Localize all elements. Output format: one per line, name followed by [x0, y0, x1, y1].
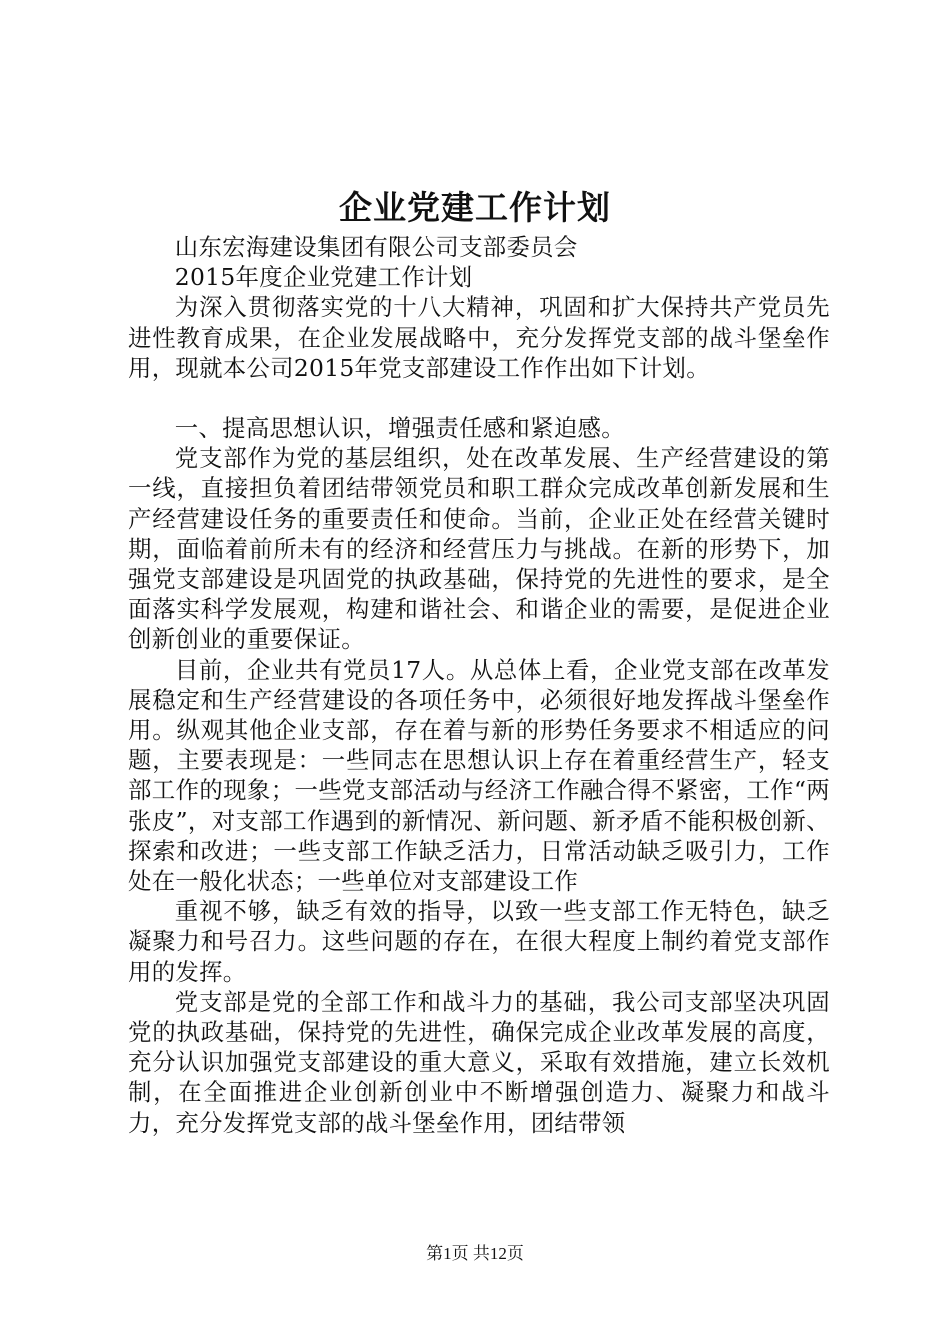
paragraph-3: 目前，企业共有党员17人。从总体上看，企业党支部在改革发展稳定和生产经营建设的各项任务中，必须很好地发挥战斗堡垒作用。纵观其他企业支部，存在着与新的形势任务要求不相适应的问题，主要表现是：一些同志在思想认识上存在着重经营生产，轻支部工作的现象；一些党支部活动与经济工作融合得不紧密，工作“两张皮”，对支部工作遇到的新情况、新问题、新矛盾不能积极创新、探索和改进；一些支部工作缺乏活力，日常活动缺乏吸引力，工作处在一般化状态；一些单位对支部建设工作: [128, 655, 830, 896]
paragraph-intro: 为深入贯彻落实党的十八大精神，巩固和扩大保持共产党员先进性教育成果，在企业发展战略中，充分发挥党支部的战斗堡垒作用，现就本公司2015年党支部建设工作作出如下计划。: [128, 293, 830, 382]
section-heading-1: 一、提高思想认识，增强责任感和紧迫感。: [174, 414, 625, 443]
page-footer: 第1页 共12页: [426, 1244, 524, 1263]
paragraph-2: 党支部作为党的基层组织，处在改革发展、生产经营建设的第一线，直接担负着团结带领党员和职工群众完成改革创新发展和生产经营建设任务的重要责任和使命。当前，企业正处在经营关键时期，面临着前所未有的经济和经营压力与挑战。在新的形势下，加强党支部建设是巩固党的执政基础，保持党的先进性的要求，是全面落实科学发展观，构建和谐社会、和谐企业的需要，是促进企业创新创业的重要保证。: [128, 444, 830, 654]
paragraph-gap: [128, 383, 830, 413]
document-title: 企业党建工作计划: [339, 188, 611, 227]
subtitle-line: 2015年度企业党建工作计划: [174, 263, 473, 292]
document-body: [128, 232, 830, 1138]
paragraph-4: 重视不够，缺乏有效的指导，以致一些支部工作无特色，缺乏凝聚力和号召力。这些问题的存在，在很大程度上制约着党支部作用的发挥。: [128, 897, 830, 986]
org-line: 山东宏海建设集团有限公司支部委员会: [174, 233, 578, 261]
paragraph-5: 党支部是党的全部工作和战斗力的基础，我公司支部坚决巩固党的执政基础，保持党的先进性，确保完成企业改革发展的高度，充分认识加强党支部建设的重大意义，采取有效措施，建立长效机制，在全面推进企业创新创业中不断增强创造力、凝聚力和战斗力，充分发挥党支部的战斗堡垒作用，团结带领: [128, 987, 830, 1137]
